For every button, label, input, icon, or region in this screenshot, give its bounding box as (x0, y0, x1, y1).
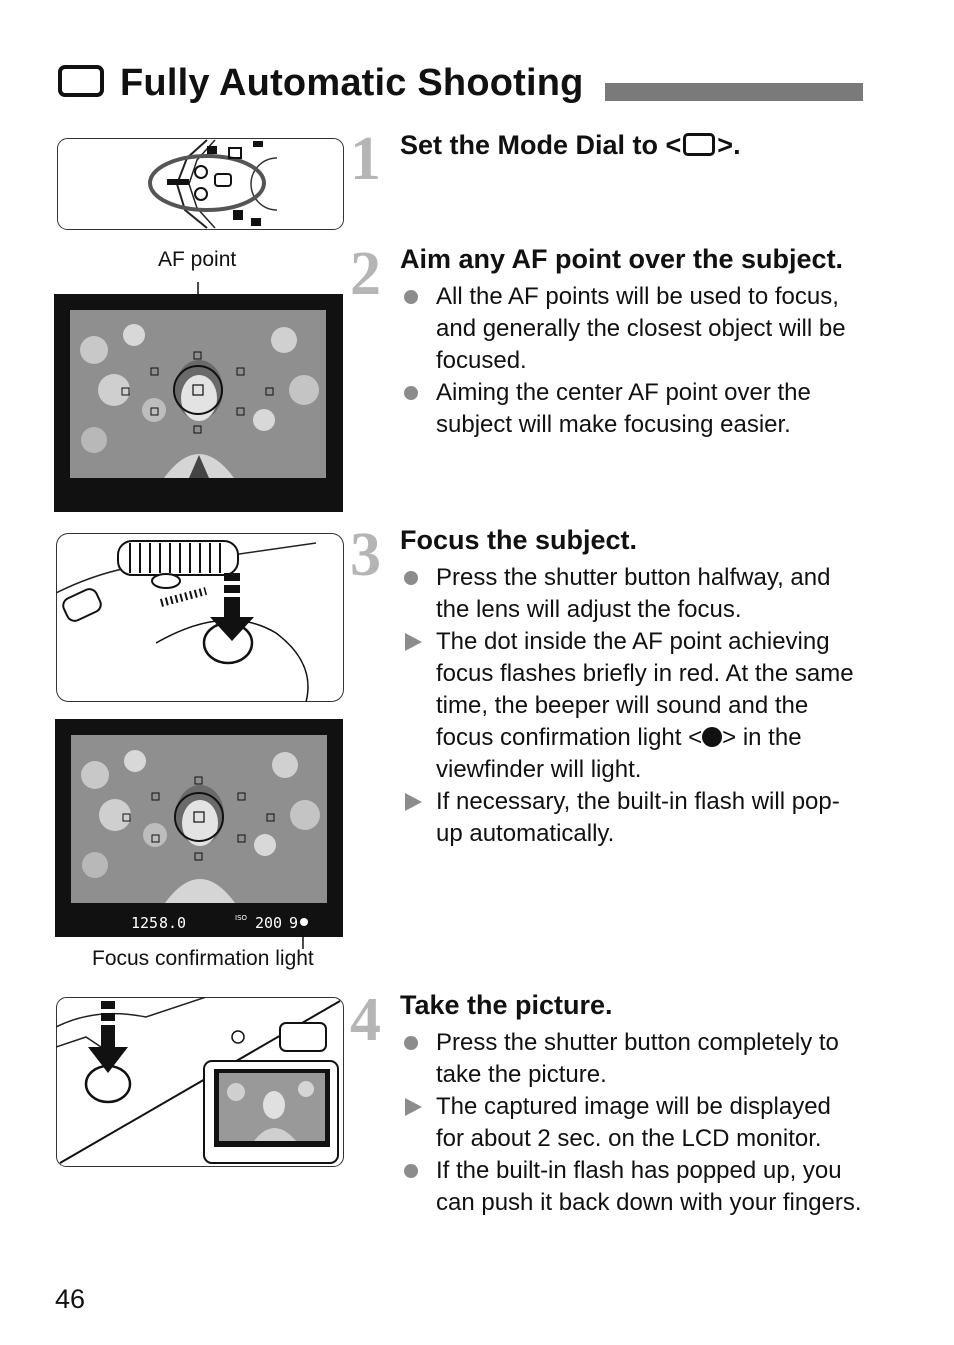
list-item: If necessary, the built-in flash will pop-up automatically. (400, 786, 865, 850)
page-title-text: Fully Automatic Shooting (120, 62, 584, 104)
title-rule-bar (605, 83, 863, 101)
step-4-content (400, 988, 865, 1219)
step-2-content (400, 242, 865, 441)
step-1-title-before: Set the Mode Dial to < (400, 130, 682, 160)
list-item: Press the shutter button completely to take the picture. (400, 1027, 865, 1091)
vf-iso-readout: 200 (255, 914, 283, 932)
full-auto-mode-icon (683, 133, 715, 156)
focus-confirmation-dot-icon (702, 727, 722, 747)
mode-dial-illustration (57, 138, 344, 230)
step-1-title-after: >. (717, 130, 741, 160)
step-1-title (400, 128, 741, 163)
step-3-content (400, 523, 865, 850)
vf-shutter-readout: 125 (131, 914, 159, 932)
bullet-icon (404, 1164, 418, 1178)
list-item: The captured image will be displayed for about 2 sec. on the LCD monitor. (400, 1091, 865, 1155)
af-point-caption: AF point (158, 248, 237, 271)
vf-iso-label: ISO (235, 914, 248, 922)
vf-shots-readout: 9 (289, 914, 299, 932)
step-2-number: 2 (350, 240, 381, 308)
viewfinder-focus-confirmation-illustration (55, 719, 343, 951)
focus-confirmation-caption: Focus confirmation light (92, 947, 314, 970)
step-4-number: 4 (350, 986, 381, 1054)
step-2-list (400, 281, 865, 441)
list-item: If the built-in flash has popped up, you can push it back down with your fingers. (400, 1155, 865, 1219)
page-number: 46 (55, 1284, 86, 1314)
list-item: All the AF points will be used to focus, and generally the closest object will be focused. (400, 281, 865, 377)
bullet-icon (404, 571, 418, 585)
arrow-icon (405, 793, 422, 811)
step-2-title: Aim any AF point over the subject. (400, 244, 844, 274)
step-3-number: 3 (350, 521, 381, 589)
list-item: Press the shutter button halfway, and the lens will adjust the focus. (400, 562, 865, 626)
page-title (58, 62, 584, 105)
step-4-title: Take the picture. (400, 990, 613, 1020)
focus-confirmation-dot-icon (300, 918, 308, 926)
bullet-icon (404, 386, 418, 400)
vf-aperture-readout: 8.0 (159, 914, 187, 932)
lcd-brand-label: Canon (262, 1147, 282, 1154)
shutter-halfway-illustration (56, 533, 344, 702)
list-item: Aiming the center AF point over the subject will make focusing easier. (400, 377, 865, 441)
full-auto-mode-icon (58, 65, 104, 97)
bullet-icon (404, 1036, 418, 1050)
viewfinder-af-points-illustration (54, 280, 343, 512)
step-3-title: Focus the subject. (400, 525, 638, 555)
list-item: The dot inside the AF point achieving focus flashes briefly in red. At the same time, the beeper will sound and the focus confirmation light < > in the viewfinder will light. (400, 626, 865, 786)
step-4-list (400, 1027, 865, 1219)
shutter-full-lcd-illustration (56, 997, 344, 1167)
arrow-icon (405, 633, 422, 651)
bullet-icon (404, 290, 418, 304)
step-3-list (400, 562, 865, 850)
arrow-icon (405, 1098, 422, 1116)
step-1-number: 1 (350, 125, 381, 193)
